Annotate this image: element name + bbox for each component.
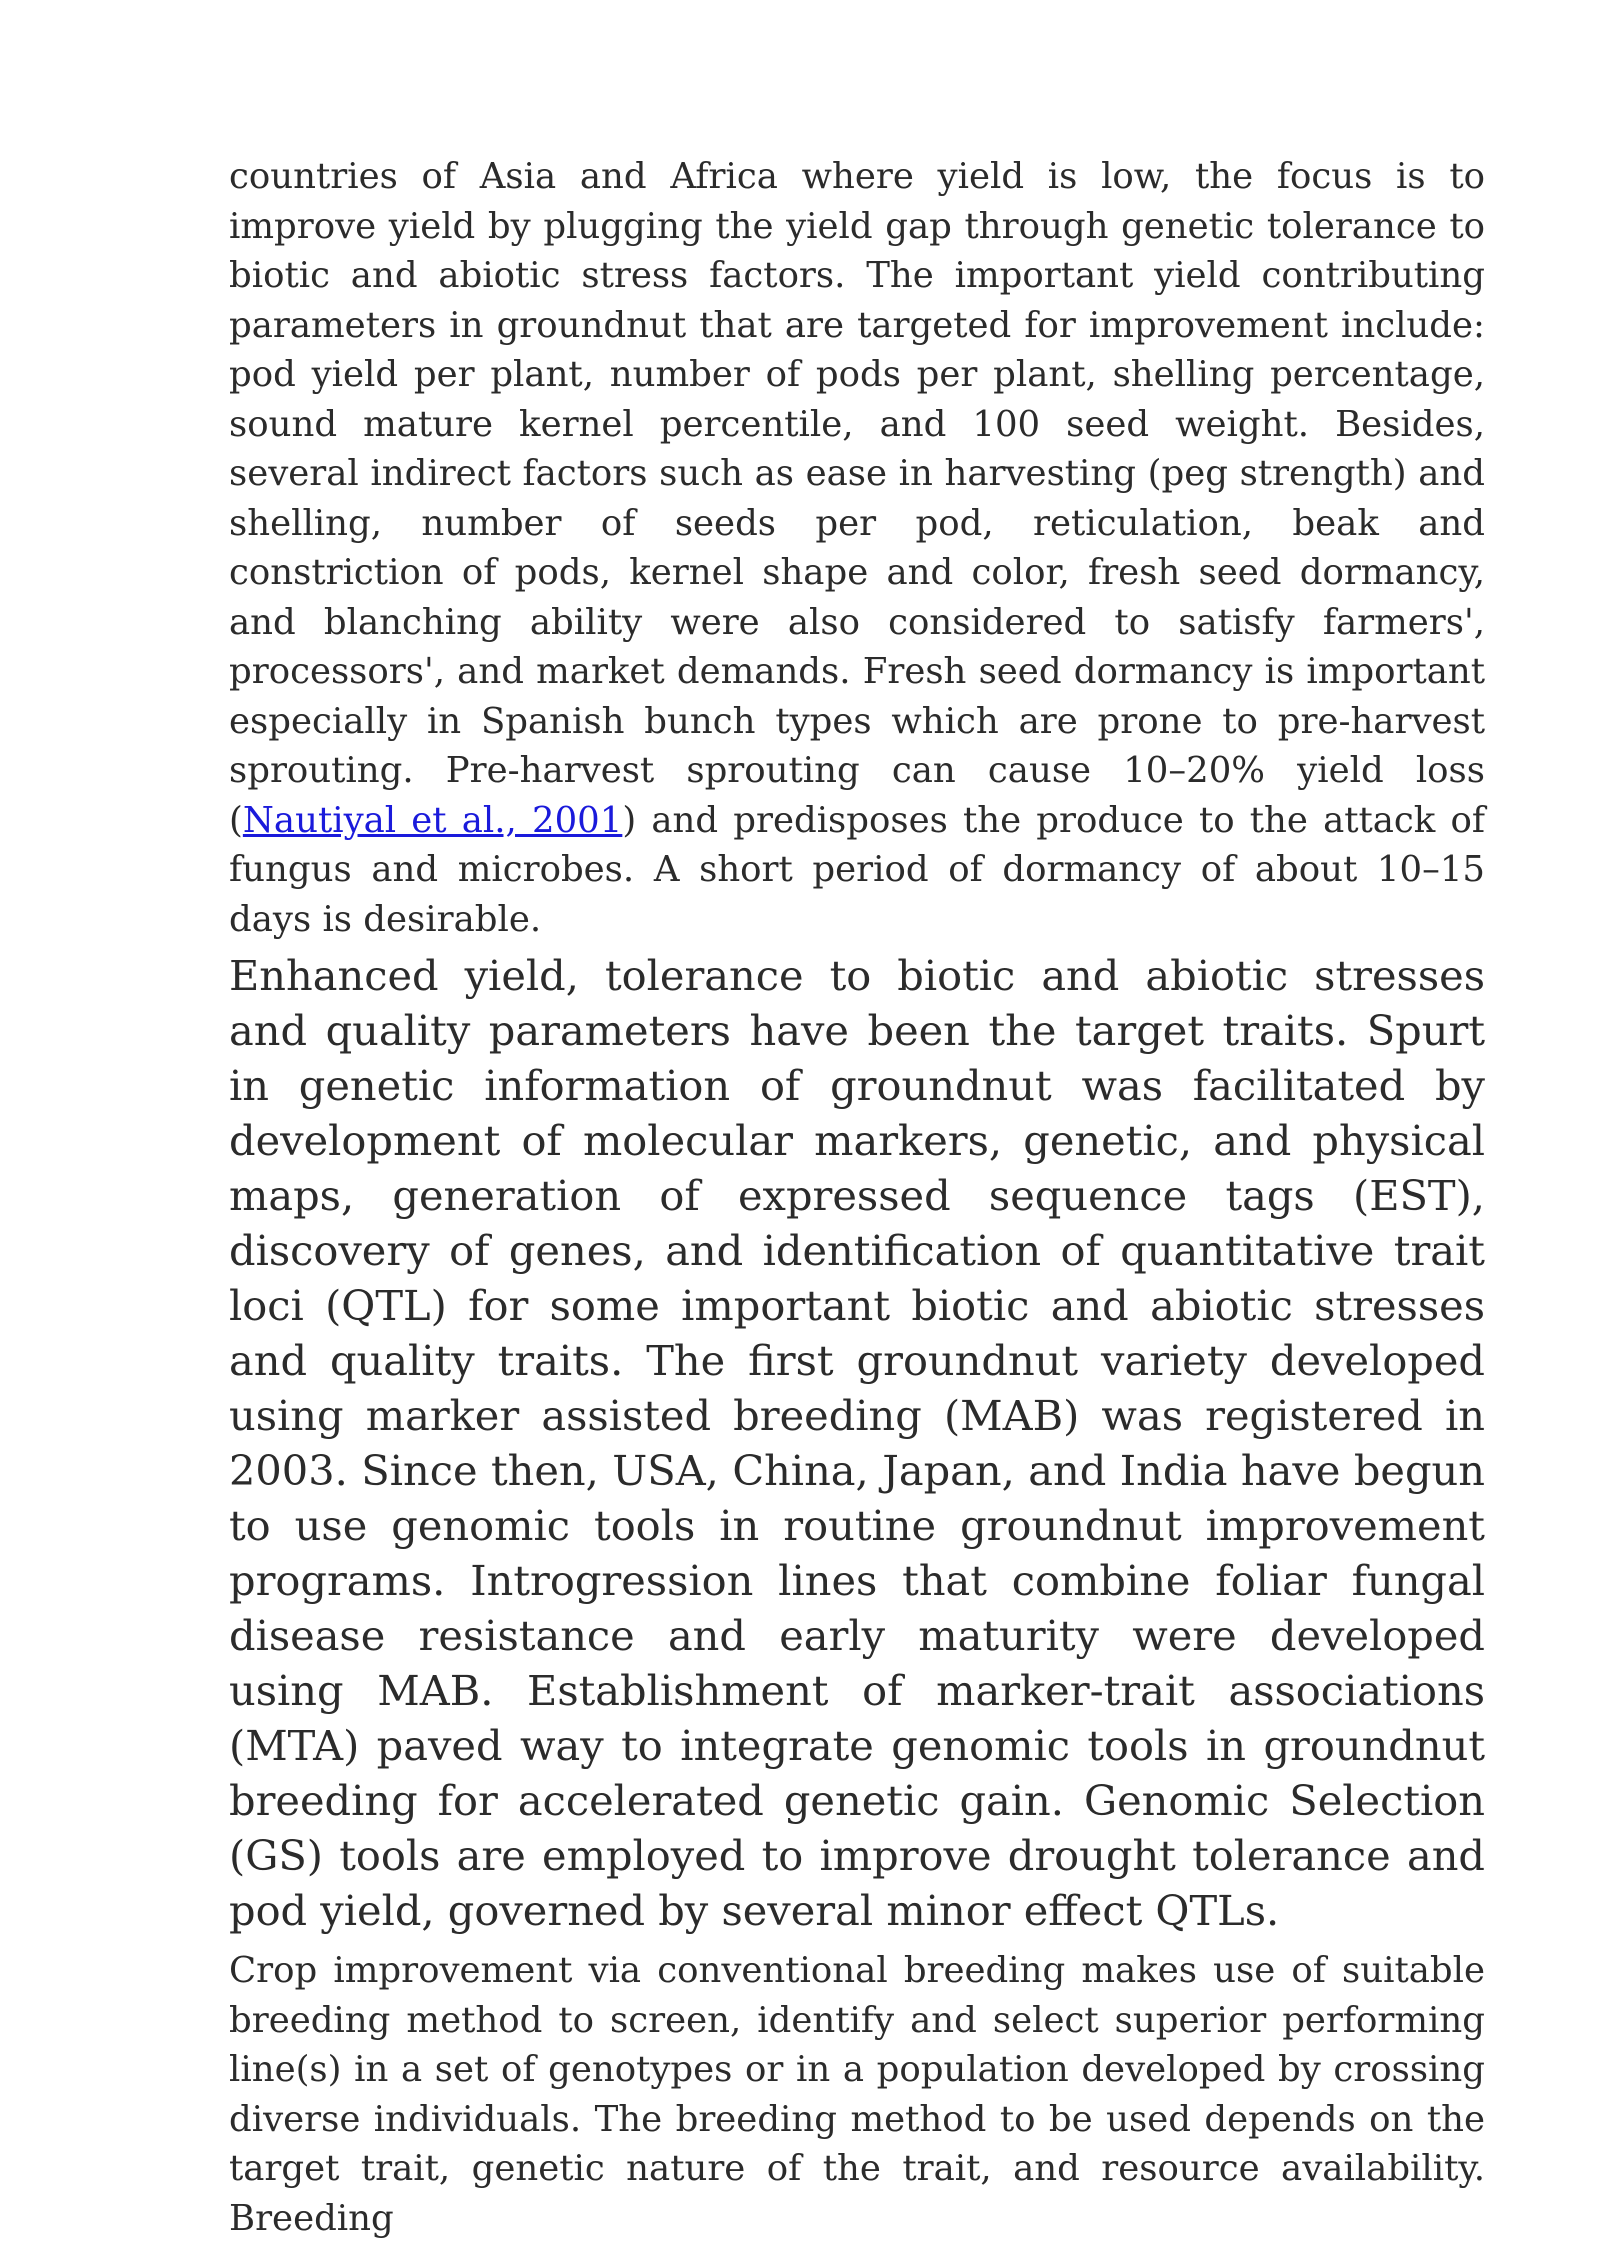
paragraph-1-text-before-citation: countries of Asia and Africa where yield is low, the focus is to improve yield by plugging the yield gap through genetic tolerance to biotic and abiotic stress factors. The important yield contributing parameters in groundnut that are targeted for improvement include: pod yield per plant, number of pods per plant, shelling percentage, sound mature kernel percentile, and 100 seed weight. Besides, several indirect factors such as ease in harvesting (peg strength) and shelling, number of seeds per pod, reticulation, beak and constriction of pods, kernel shape and color, fresh seed dormancy, and blanching ability were also considered to satisfy farmers', processors', and market demands. Fresh seed dormancy is important especially in Spanish bunch types which are prone to pre-harvest sprouting. Pre-harvest sprouting can cause 10–20% yield loss (: [229, 156, 1485, 841]
paragraph-conventional-breeding: Crop improvement via conventional breeding makes use of suitable breeding method to screen, identify and select superior performing line(s) in a set of genotypes or in a population developed by crossing diverse individuals. The breeding method to be used depends on the target trait, genetic nature of the trait, and resource availability. Breeding: [229, 1950, 1485, 2239]
citation-link-nautiyal-2001[interactable]: Nautiyal et al., 2001: [242, 799, 623, 841]
paragraph-genomic-tools: Enhanced yield, tolerance to biotic and abiotic stresses and quality parameters have been the target traits. Spurt in genetic information of groundnut was facilitated by development of molecular markers, genetic, and physical maps, generation of expressed sequence tags (EST), discovery of genes, and identification of quantitative trait loci (QTL) for some important biotic and abiotic stresses and quality traits. The first groundnut variety developed using marker assisted breeding (MAB) was registered in 2003. Since then, USA, China, Japan, and India have begun to use genomic tools in routine groundnut improvement programs. Introgression lines that combine foliar fungal disease resistance and early maturity were developed using MAB. Establishment of marker-trait associations (MTA) paved way to integrate genomic tools in groundnut breeding for accelerated genetic gain. Genomic Selection (GS) tools are employed to improve drought tolerance and pod yield, governed by several minor effect QTLs.: [229, 951, 1485, 1935]
paragraph-crop-yield-parameters: [229, 152, 1485, 944]
paragraph-1-text-after-citation: ) and predisposes the produce to the attack of fungus and microbes. A short period of dormancy of about 10–15 days is desirable.: [229, 799, 1485, 940]
text-column: [229, 152, 1485, 2243]
